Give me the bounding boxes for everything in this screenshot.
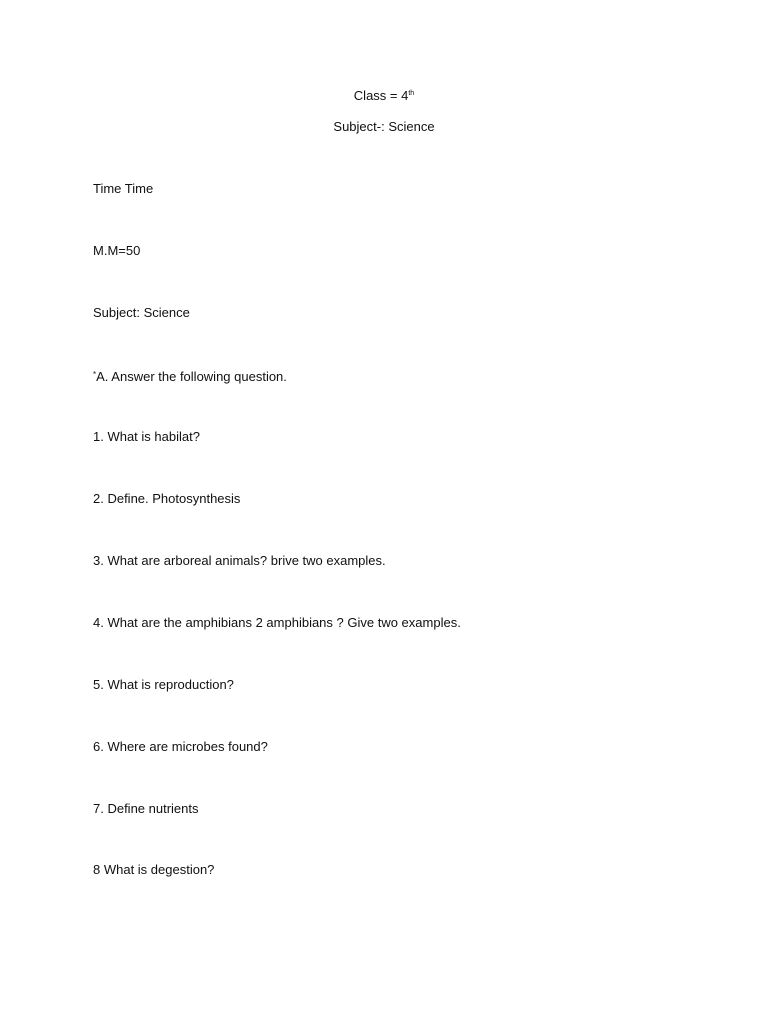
class-heading xyxy=(0,88,768,104)
question-item: 8 What is degestion? xyxy=(93,862,215,877)
question-item: 7. Define nutrients xyxy=(93,801,199,816)
section-marker: * xyxy=(93,370,97,379)
question-item: 5. What is reproduction? xyxy=(93,677,234,692)
max-marks-line: M.M=50 xyxy=(93,243,141,258)
question-item: 4. What are the amphibians 2 amphibians ? Give two examples. xyxy=(93,615,461,630)
section-title xyxy=(93,367,287,385)
question-item: 3. What are arboreal animals? brive two examples. xyxy=(93,553,386,568)
class-superscript: th xyxy=(408,90,415,97)
subject-heading: Subject-: Science xyxy=(333,119,435,134)
section-title-text: A. Answer the following question. xyxy=(96,369,287,384)
question-item: 6. Where are microbes found? xyxy=(93,739,268,754)
question-item: 1. What is habilat? xyxy=(93,429,200,444)
subject-line: Subject: Science xyxy=(93,305,190,320)
time-line: Time Time xyxy=(93,181,154,196)
class-label: Class = 4 xyxy=(353,88,409,103)
question-item: 2. Define. Photosynthesis xyxy=(93,491,241,506)
